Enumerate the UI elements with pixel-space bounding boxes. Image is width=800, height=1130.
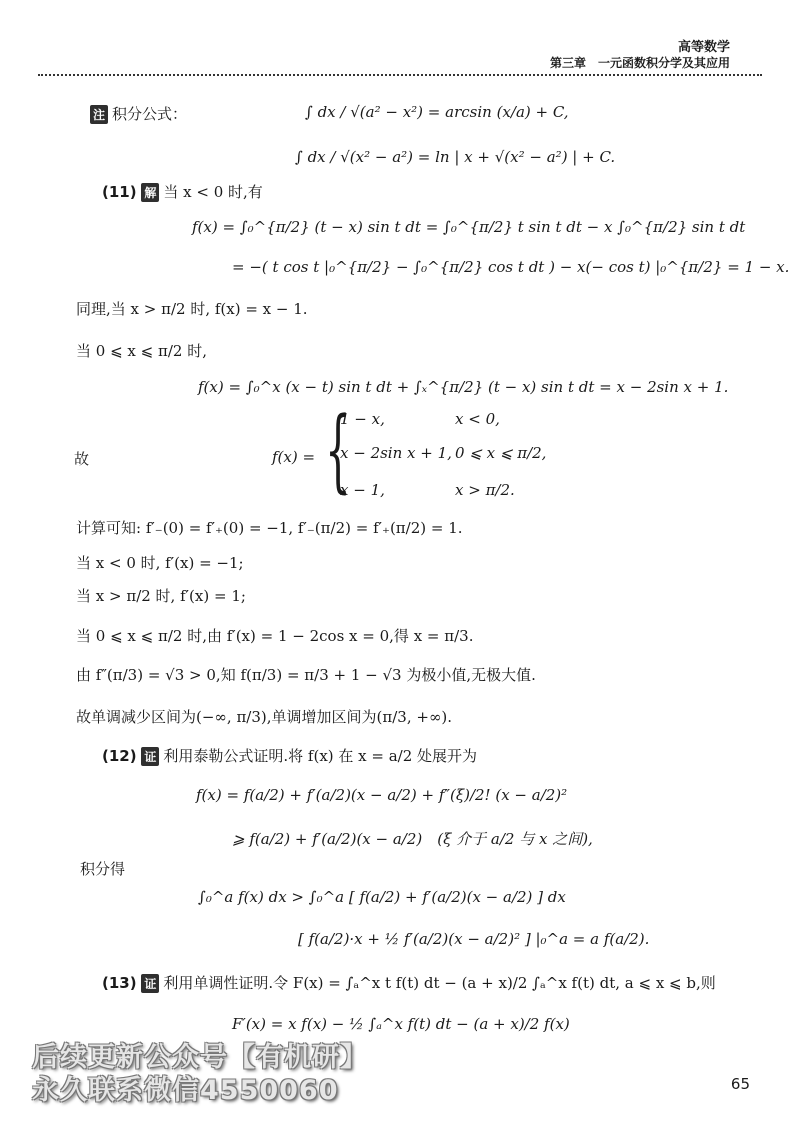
problem-12-eq-1: f(x) = f(a/2) + f′(a/2)(x − a/2) + f″(ξ)/2! (x − a/2)² [196,786,568,804]
problem-11-line-c: 当 0 ⩽ x ⩽ π/2 时,由 f′(x) = 1 − 2cos x = 0,得 x = π/3. [76,627,474,645]
piecewise-lhs: f(x) = [272,448,316,466]
problem-11-line-d: 由 f″(π/3) = √3 > 0,知 f(π/3) = π/3 + 1 − √3 为极小值,无极大值. [76,666,536,684]
note-tag: 注 [90,105,108,124]
problem-12-number: (12) [102,747,137,765]
problem-12-eq-3: ∫₀^a f(x) dx > ∫₀^a [ f(a/2) + f′(a/2)(x − a/2) ] dx [198,888,566,906]
problem-11-number: (11) [102,183,137,201]
problem-12-eq-2: ⩾ f(a/2) + f′(a/2)(x − a/2) (ξ 介于 a/2 与 x 之间), [232,830,593,848]
watermark-line-1: 后续更新公众号【有机研】 [32,1042,368,1073]
problem-11-line-e: 故单调减少区间为(−∞, π/3),单调增加区间为(π/3, +∞). [76,708,453,726]
header-divider [38,74,762,76]
case-3-expr: x − 1, [340,481,385,499]
problem-12-intro [102,745,477,766]
problem-11-intro [102,181,263,202]
watermark-line-2: 永久联系微信4550060 [32,1075,339,1106]
problem-11-eq-1: f(x) = ∫₀^{π/2} (t − x) sin t dt = ∫₀^{π/2} t sin t dt − x ∫₀^{π/2} sin t dt [192,218,746,236]
problem-11-similar: 同理,当 x > π/2 时, f(x) = x − 1. [76,300,308,318]
note-label [90,103,187,124]
note-formula-1: ∫ dx / √(a² − x²) = arcsin (x/a) + C, [305,103,569,121]
case-3-cond: x > π/2. [455,481,515,499]
problem-13-eq-1: F′(x) = x f(x) − ½ ∫ₐ^x f(t) dt − (a + x)/2 f(x) [232,1015,570,1033]
therefore-label: 故 [74,450,90,468]
case-2-expr: x − 2sin x + 1, [340,444,452,462]
problem-11-mid-case: 当 0 ⩽ x ⩽ π/2 时, [76,342,207,360]
problem-12-intro-text: 利用泰勒公式证明.将 f(x) 在 x = a/2 处展开为 [163,747,478,765]
problem-11-intro-text: 当 x < 0 时,有 [163,183,263,201]
chapter-title: 第三章 一元函数积分学及其应用 [549,56,730,70]
problem-13-intro [102,972,716,993]
case-1-cond: x < 0, [455,410,500,428]
problem-13-number: (13) [102,974,137,992]
page-number: 65 [730,1075,750,1093]
case-2-cond: 0 ⩽ x ⩽ π/2, [455,444,547,462]
problem-11-calc: 计算可知: f′₋(0) = f′₊(0) = −1, f′₋(π/2) = f′₊(π/2) = 1. [76,519,463,537]
note-formula-2: ∫ dx / √(x² − a²) = ln | x + √(x² − a²) | + C. [295,148,616,166]
case-1-expr: 1 − x, [340,410,385,428]
problem-11-line-a: 当 x < 0 时, f′(x) = −1; [76,554,244,572]
proof-tag-2: 证 [141,974,159,993]
piecewise-brace: { [325,398,351,503]
book-title: 高等数学 [677,40,730,55]
note-label-text: 积分公式： [112,105,188,123]
problem-12-eq-4: [ f(a/2)·x + ½ f′(a/2)(x − a/2)² ] |₀^a = a f(a/2). [298,930,650,948]
proof-tag: 证 [141,747,159,766]
solution-tag: 解 [141,183,159,202]
problem-11-eq-3: f(x) = ∫₀^x (x − t) sin t dt + ∫ₓ^{π/2} (t − x) sin t dt = x − 2sin x + 1. [198,378,729,396]
problem-11-eq-2: = −( t cos t |₀^{π/2} − ∫₀^{π/2} cos t dt ) − x(− cos t) |₀^{π/2} = 1 − x. [232,258,790,276]
problem-11-line-b: 当 x > π/2 时, f′(x) = 1; [76,587,246,605]
problem-12-integrate: 积分得 [80,860,126,878]
problem-13-intro-text: 利用单调性证明.令 F(x) = ∫ₐ^x t f(t) dt − (a + x)/2 ∫ₐ^x f(t) dt, a ⩽ x ⩽ b,则 [163,974,716,992]
